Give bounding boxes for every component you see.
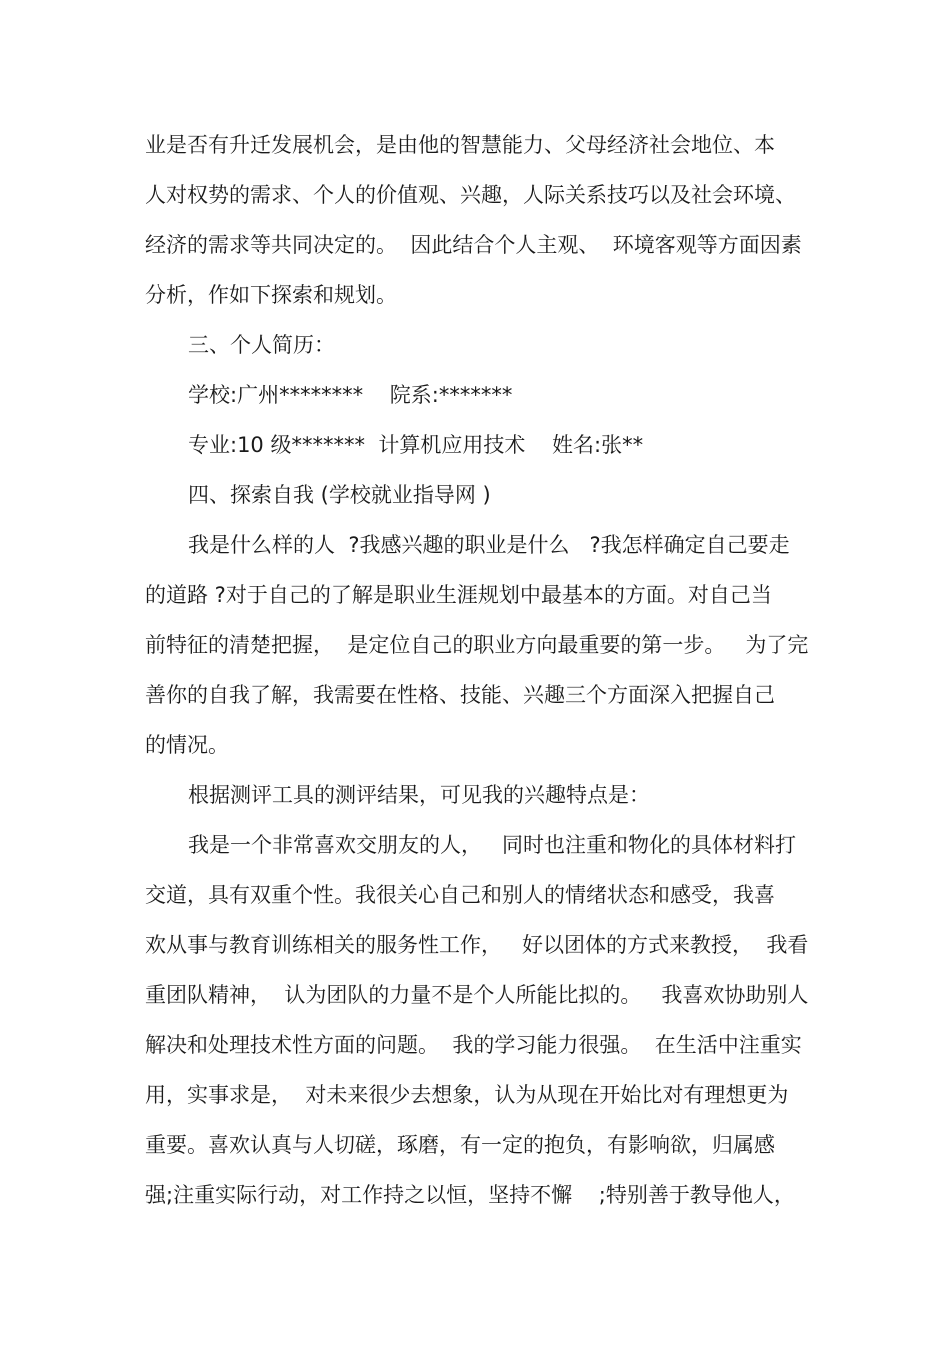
text-line: 我是什么样的人 ?我感兴趣的职业是什么 ?我怎样确定自己要走 bbox=[188, 533, 790, 557]
text-line: 人对权势的需求、个人的价值观、兴趣，人际关系技巧以及社会环境、 bbox=[145, 183, 796, 207]
resume-school-line: 学校:广州******** 院系:******* bbox=[188, 383, 513, 407]
resume-major-line: 专业:10 级******* 计算机应用技术 姓名:张** bbox=[188, 433, 644, 457]
text-line: 欢从事与教育训练相关的服务性工作， 好以团体的方式来教授， 我看 bbox=[145, 933, 809, 957]
text-line: 重要。喜欢认真与人切磋，琢磨，有一定的抱负，有影响欲，归属感 bbox=[145, 1133, 775, 1157]
text-line: 我是一个非常喜欢交朋友的人， 同时也注重和物化的具体材料打 bbox=[188, 833, 797, 857]
text-line: 用，实事求是， 对未来很少去想象，认为从现在开始比对有理想更为 bbox=[145, 1083, 789, 1107]
text-line: 经济的需求等共同决定的。 因此结合个人主观、 环境客观等方面因素 bbox=[145, 233, 802, 257]
text-line: 的情况。 bbox=[145, 733, 229, 757]
text-line: 的道路 ?对于自己的了解是职业生涯规划中最基本的方面。对自己当 bbox=[145, 583, 772, 607]
text-line: 前特征的清楚把握， 是定位自己的职业方向最重要的第一步。 为了完 bbox=[145, 633, 809, 657]
text-line: 强;注重实际行动，对工作持之以恒，坚持不懈 ;特别善于教导他人， bbox=[145, 1183, 795, 1207]
text-line: 善你的自我了解，我需要在性格、技能、兴趣三个方面深入把握自己 bbox=[145, 683, 775, 707]
text-line: 根据测评工具的测评结果，可见我的兴趣特点是： bbox=[188, 783, 650, 807]
text-line: 业是否有升迁发展机会，是由他的智慧能力、父母经济社会地位、本 bbox=[145, 133, 775, 157]
section-heading: 四、探索自我 (学校就业指导网 ) bbox=[188, 483, 491, 507]
text-line: 重团队精神， 认为团队的力量不是个人所能比拟的。 我喜欢协助别人 bbox=[145, 983, 809, 1007]
text-line: 解决和处理技术性方面的问题。 我的学习能力很强。 在生活中注重实 bbox=[145, 1033, 802, 1057]
text-line: 交道，具有双重个性。我很关心自己和别人的情绪状态和感受，我喜 bbox=[145, 883, 775, 907]
text-line: 分析，作如下探索和规划。 bbox=[145, 283, 397, 307]
section-heading: 三、个人简历： bbox=[188, 333, 335, 357]
